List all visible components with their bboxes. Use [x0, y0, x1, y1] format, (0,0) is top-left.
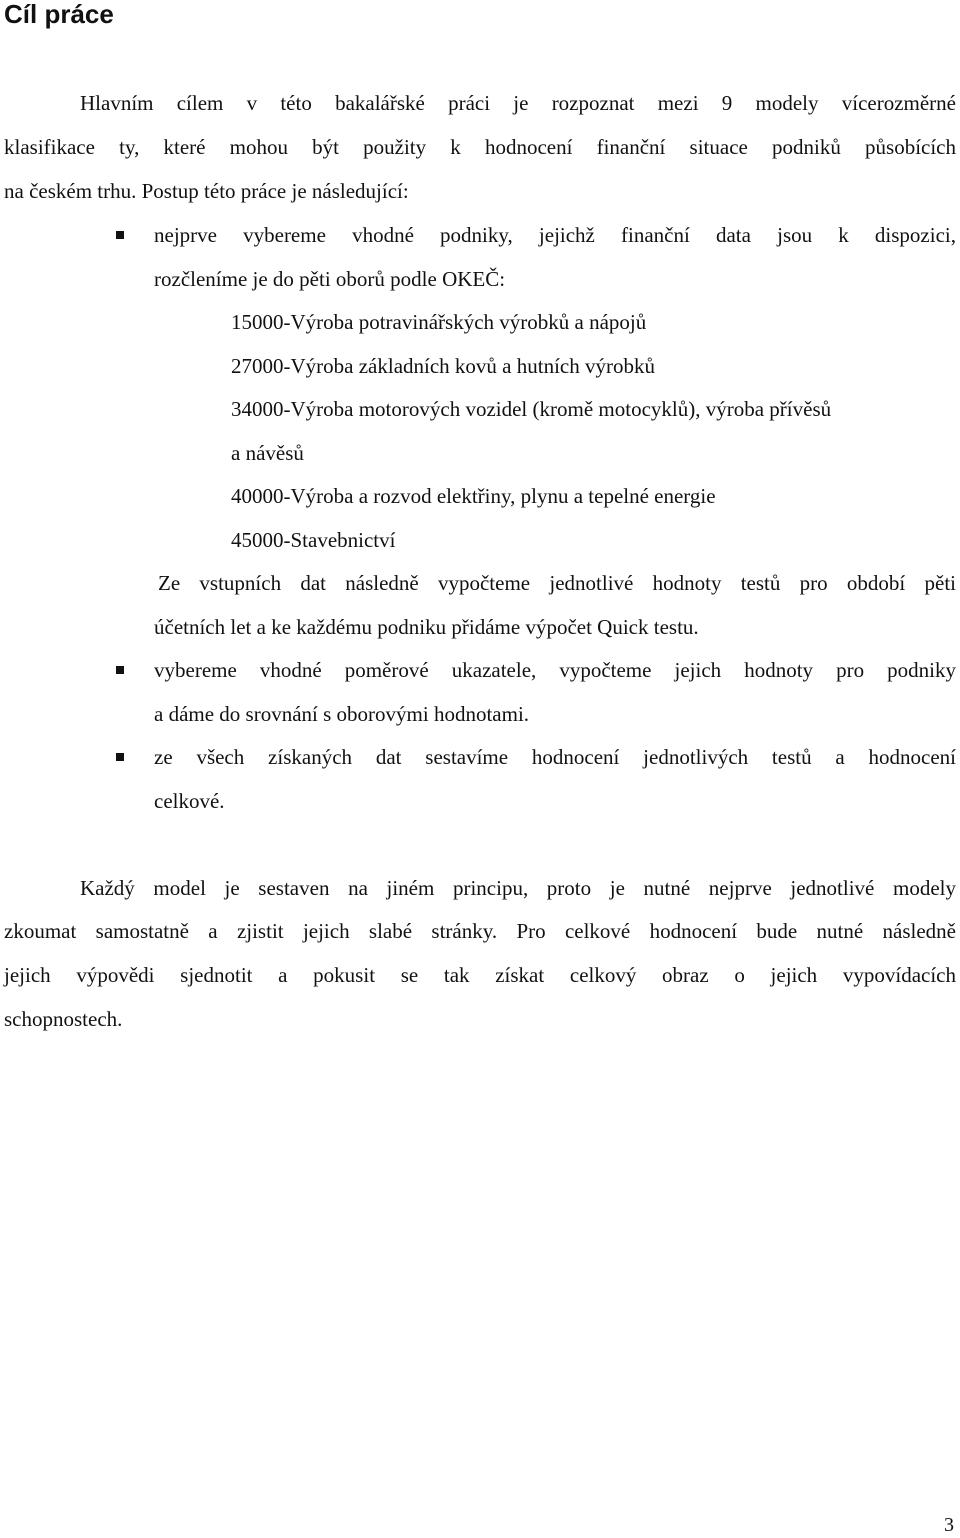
closing-line: jejich výpovědi sjednotit a pokusit se tak získat celkový obraz o jejich vypovídacích: [4, 963, 956, 987]
sector-item: a návěsů: [231, 441, 304, 465]
intro-line: Hlavním cílem v této bakalářské práci je rozpoznat mezi 9 modely vícerozměrné: [80, 91, 956, 115]
sector-item: 34000-Výroba motorových vozidel (kromě motocyklů), výroba přívěsů: [231, 397, 832, 421]
sector-item: 15000-Výroba potravinářských výrobků a nápojů: [231, 310, 647, 334]
square-bullet-icon: [116, 231, 124, 239]
step-line: vybereme vhodné poměrové ukazatele, vypočteme jejich hodnoty pro podniky: [154, 658, 956, 682]
step-line: celkové.: [154, 789, 225, 813]
page-number: 3: [944, 1514, 954, 1536]
square-bullet-icon: [116, 753, 124, 761]
step-line: a dáme do srovnání s oborovými hodnotami.: [154, 702, 530, 726]
intro-line: na českém trhu. Postup této práce je následující:: [4, 179, 409, 203]
step-line: rozčleníme je do pěti oborů podle OKEČ:: [154, 267, 506, 291]
page-title: Cíl práce: [4, 0, 114, 29]
sector-item: 45000-Stavebnictví: [231, 528, 396, 552]
step-line: účetních let a ke každému podniku přidáme výpočet Quick testu.: [154, 615, 699, 639]
closing-line: schopnostech.: [4, 1007, 123, 1031]
sector-item: 40000-Výroba a rozvod elektřiny, plynu a tepelné energie: [231, 484, 716, 508]
closing-line: zkoumat samostatně a zjistit jejich slabé stránky. Pro celkové hodnocení bude nutné následně: [4, 919, 956, 943]
step-line: Ze vstupních dat následně vypočteme jednotlivé hodnoty testů pro období pěti: [158, 571, 956, 595]
step-line: ze všech získaných dat sestavíme hodnocení jednotlivých testů a hodnocení: [154, 745, 956, 769]
sector-item: 27000-Výroba základních kovů a hutních výrobků: [231, 354, 655, 378]
square-bullet-icon: [116, 666, 124, 674]
step-line: nejprve vybereme vhodné podniky, jejichž finanční data jsou k dispozici,: [154, 223, 956, 247]
intro-line: klasifikace ty, které mohou být použity k hodnocení finanční situace podniků působících: [4, 135, 956, 159]
closing-line: Každý model je sestaven na jiném principu, proto je nutné nejprve jednotlivé modely: [80, 876, 956, 900]
